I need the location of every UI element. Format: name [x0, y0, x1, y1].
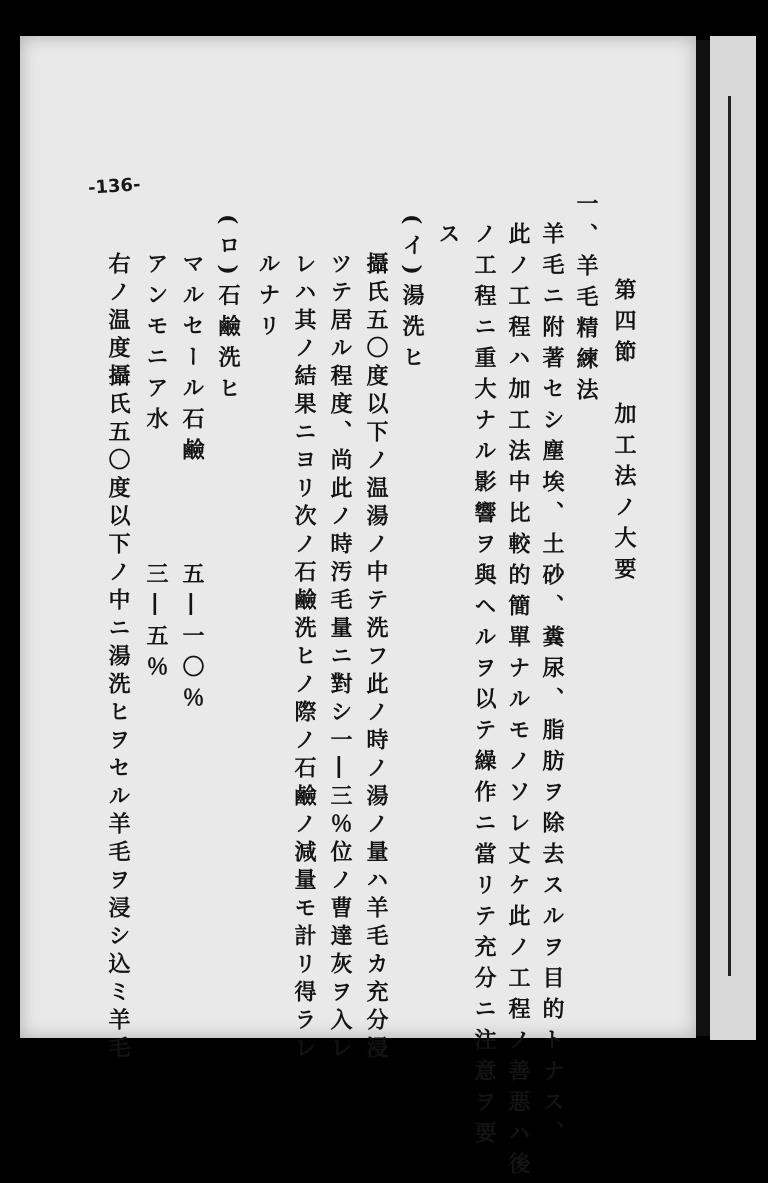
subsection-heading: 一、羊毛精練法: [573, 192, 599, 409]
text-column: ス: [435, 222, 461, 253]
item-heading: (ロ)石鹼洗ヒ: [215, 214, 241, 408]
page-gutter: [696, 40, 710, 1036]
item-heading: (イ)湯洗ヒ: [399, 214, 425, 377]
page-number: -136-: [87, 174, 142, 199]
ingredient-row: アンモニア水 三―五％: [143, 252, 169, 686]
text-column: 羊毛ニ附著セシ塵埃、土砂、糞尿、脂肪ヲ除去スルヲ目的トナス、: [539, 222, 565, 1152]
adjacent-page-edge: [710, 36, 756, 1040]
section-title: 第四節 加工法ノ大要: [611, 278, 637, 588]
text-column: ルナリ: [255, 252, 281, 345]
adjacent-page-rule: [728, 96, 731, 976]
text-column: 此ノ工程ハ加工法中比較的簡單ナルモノソレ丈ケ此ノ工程ノ善悪ハ後: [505, 222, 531, 1183]
text-column: 攝氏五〇度以下ノ温湯ノ中テ洗フ此ノ時ノ湯ノ量ハ羊毛カ充分浸: [363, 252, 389, 1064]
ingredient-row: マルセール石鹼 五―一〇％: [179, 252, 205, 717]
text-column: 右ノ温度攝氏五〇度以下ノ中ニ湯洗ヒヲセル羊毛ヲ浸シ込ミ羊毛: [105, 252, 131, 1064]
text-column: ノ工程ニ重大ナル影響ヲ與ヘルヲ以テ繰作ニ當リテ充分ニ注意ヲ要: [471, 222, 497, 1152]
text-column: レハ其ノ結果ニヨリ次ノ石鹼洗ヒノ際ノ石鹼ノ減量モ計リ得ラレ: [291, 252, 317, 1064]
text-column: ツテ居ル程度、尚此ノ時汚毛量ニ對シ一―三％位ノ曹達灰ヲ入レ: [327, 252, 353, 1064]
